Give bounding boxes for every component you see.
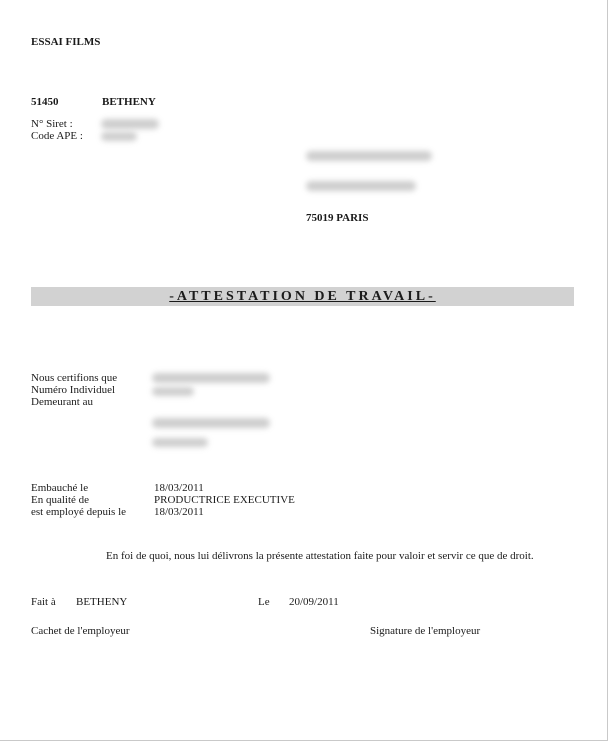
title-banner xyxy=(31,287,574,306)
certify-label: Nous certifions que xyxy=(31,372,118,384)
employed-since-label: est employé depuis le xyxy=(31,506,127,518)
redacted-individual-number xyxy=(152,387,194,396)
residing-label: Demeurant au xyxy=(31,396,93,408)
company-city: BETHENY xyxy=(102,96,156,108)
redacted-address-line-1 xyxy=(152,418,270,428)
company-postal-code: 51450 xyxy=(31,96,59,108)
ape-label: Code APE : xyxy=(31,130,83,142)
hired-label: Embauché le xyxy=(31,482,89,494)
date-label: Le xyxy=(258,596,270,608)
role-label: En qualité de xyxy=(31,494,90,506)
redacted-ape xyxy=(101,132,137,141)
hired-value: 18/03/2011 xyxy=(154,482,204,494)
employed-since-value: 18/03/2011 xyxy=(154,506,204,518)
employer-stamp-label: Cachet de l'employeur xyxy=(31,625,130,637)
redacted-siret xyxy=(101,119,159,129)
redacted-employee-name xyxy=(152,373,270,383)
role-value: PRODUCTRICE EXECUTIVE xyxy=(154,494,295,506)
siret-label: N° Siret : xyxy=(31,118,73,130)
document-title: -ATTESTATION DE TRAVAIL- xyxy=(169,289,436,304)
redacted-address-line-2 xyxy=(152,438,208,447)
company-name: ESSAI FILMS xyxy=(31,36,101,48)
made-at-value: BETHENY xyxy=(76,596,128,608)
recipient-city-line: 75019 PARIS xyxy=(306,212,369,224)
redacted-recipient-street xyxy=(306,181,416,191)
redacted-recipient-name xyxy=(306,151,432,161)
attestation-statement: En foi de quoi, nous lui délivrons la présente attestation faite pour valoir et servir ce que de droit. xyxy=(106,550,534,562)
made-at-label: Fait à xyxy=(31,596,56,608)
individual-number-label: Numéro Individuel xyxy=(31,384,116,396)
employer-signature-label: Signature de l'employeur xyxy=(370,625,481,637)
date-value: 20/09/2011 xyxy=(289,596,339,608)
